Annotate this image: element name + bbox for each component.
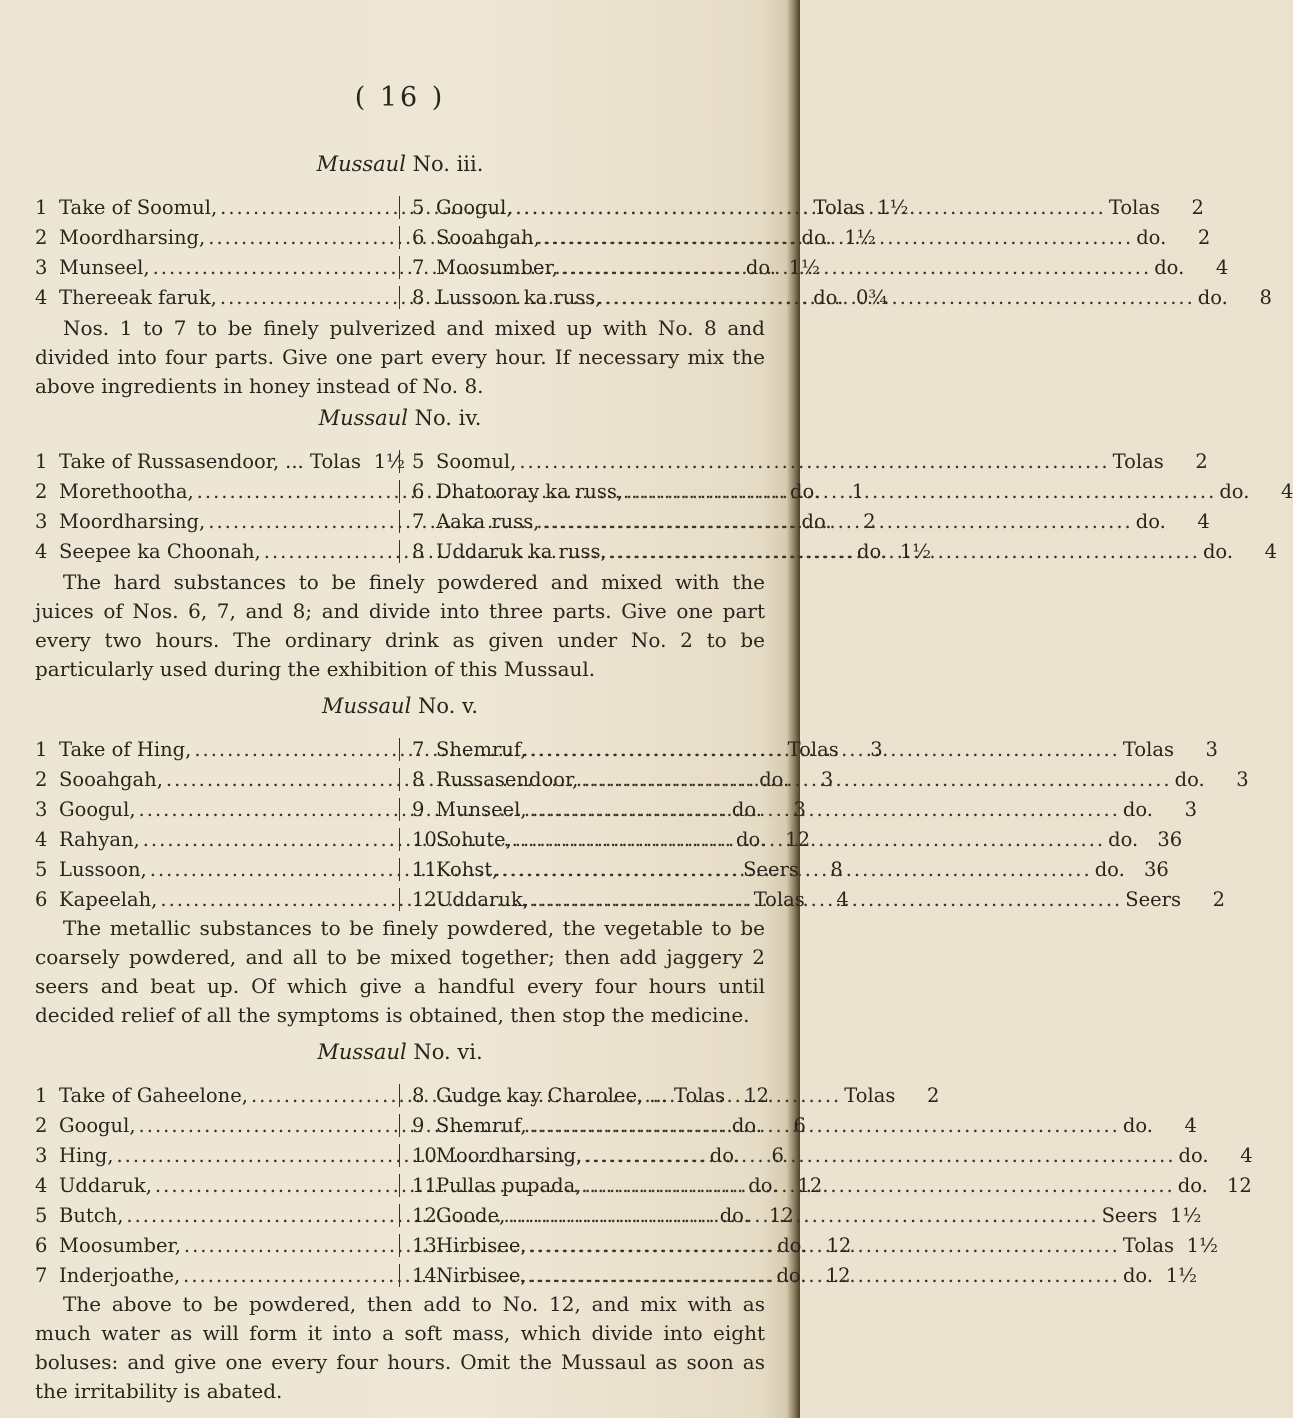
ingredient-quantity: 3 [1184, 797, 1197, 821]
ingredient-name: Pullas pupada, [436, 1173, 582, 1197]
dot-leader [501, 858, 1091, 881]
ingredient-number: 9 [412, 1113, 425, 1137]
dot-leader [626, 480, 1216, 503]
ingredient-unit: do. [776, 1263, 807, 1287]
ingredient-unit: Seers [1125, 887, 1181, 911]
ingredient-quantity: 12 [825, 1263, 851, 1287]
ingredient-number: 4 [35, 539, 48, 563]
heading-word: Mussaul [316, 152, 406, 176]
ingredient-quantity: 1½ [788, 255, 820, 279]
ingredient-quantity: 12 [797, 1173, 823, 1197]
dot-leader [584, 1174, 1174, 1197]
ingredient-name: Moordharsing, [59, 225, 206, 249]
heading-number: No. iv. [414, 406, 482, 430]
ingredient-unit: do. [736, 827, 767, 851]
ingredient-number: 7 [412, 255, 425, 279]
ingredient-unit: do. [719, 1203, 750, 1227]
ingredient-quantity: 1½ [1165, 1263, 1198, 1287]
ingredient-unit: do. [1197, 285, 1228, 309]
dot-leader [530, 738, 1120, 761]
ingredient-name: Goode, [436, 1203, 506, 1227]
ingredient-row [35, 1170, 1252, 1200]
ingredient-number: 4 [35, 827, 48, 851]
ingredient-unit: Tolas [787, 737, 839, 761]
ingredient-row [35, 1200, 1202, 1230]
ingredient-unit: do. [1136, 225, 1167, 249]
ingredient-row [35, 282, 1272, 312]
ingredient-row [35, 1140, 1253, 1170]
ingredient-name: Sohute, [436, 827, 512, 851]
ingredient-number: 11 [412, 857, 437, 881]
ingredient-number: 14 [412, 1263, 437, 1287]
instructions-vi [35, 1290, 765, 1406]
ingredient-unit: do. [1174, 767, 1205, 791]
ingredient-name: Inderjoathe, [59, 1263, 181, 1287]
ingredient-row [35, 252, 1229, 282]
ingredient-unit: Tolas [844, 1083, 896, 1107]
ingredient-quantity: 2 [1191, 195, 1204, 219]
ingredient-name: Take of Hing, [59, 737, 192, 761]
dot-leader [515, 828, 1105, 851]
dot-leader [585, 1144, 1175, 1167]
ingredient-quantity: 4 [836, 887, 849, 911]
ingredient-right [400, 767, 1249, 791]
ingredient-unit: do. [1094, 857, 1125, 881]
ingredient-name: Shemruf, [436, 1113, 527, 1137]
section-heading-vi [0, 1040, 800, 1064]
ingredient-row [35, 734, 1218, 764]
ingredient-unit: do. [709, 1143, 740, 1167]
ingredient-quantity: 3 [1236, 767, 1249, 791]
ingredient-name: Shemruf, [436, 737, 527, 761]
ingredient-number: 2 [35, 225, 48, 249]
ingredient-name: Moosumber, [436, 255, 558, 279]
ingredient-unit: ... Tolas [649, 1083, 726, 1107]
ingredient-quantity: 8 [1259, 285, 1272, 309]
ingredient-number: 1 [35, 1083, 48, 1107]
ingredient-right [400, 1143, 1253, 1167]
ingredient-name: Hirbisee, [436, 1233, 527, 1257]
ingredient-quantity: 1½ [373, 449, 406, 473]
ingredient-number: 6 [35, 887, 48, 911]
instructions-v [35, 914, 765, 1030]
ingredient-number: 11 [412, 1173, 437, 1197]
ingredient-quantity: 3 [793, 797, 806, 821]
ingredient-number: 5 [35, 1203, 48, 1227]
instructions-iv [35, 568, 765, 684]
ingredient-number: 2 [35, 767, 48, 791]
ingredient-name: Uddaruk, [436, 887, 529, 911]
ingredient-number: 12 [412, 1203, 437, 1227]
ingredient-row [35, 536, 1278, 566]
ingredient-name: Sooahgah, [59, 767, 163, 791]
ingredient-unit: do. [1219, 479, 1250, 503]
ingredient-row [35, 222, 1211, 252]
heading-number: No. v. [417, 694, 479, 718]
ingredient-quantity: 2 [1212, 887, 1225, 911]
ingredient-unit: do. [777, 1233, 808, 1257]
ingredient-right [400, 797, 1197, 821]
ingredient-name: Russasendoor, [436, 767, 579, 791]
dot-leader [532, 888, 1122, 911]
ingredient-unit: Seers [1101, 1203, 1158, 1227]
ingredient-unit: do. [1108, 827, 1139, 851]
ingredient-row [35, 824, 1183, 854]
ingredient-row [35, 506, 1210, 536]
ingredient-number: 3 [35, 509, 48, 533]
ingredient-unit: Tolas [1122, 737, 1174, 761]
ingredient-quantity: 1 [851, 479, 865, 503]
ingredient-unit: Tolas [1122, 1233, 1174, 1257]
ingredient-row [35, 794, 1197, 824]
ingredient-quantity: 3 [870, 737, 883, 761]
ingredient-quantity: 6 [771, 1143, 784, 1167]
ingredient-unit: Tolas [813, 195, 865, 219]
dot-leader [508, 1204, 1098, 1227]
ingredient-number: 7 [412, 737, 425, 761]
ingredient-quantity: 4 [1184, 1113, 1197, 1137]
ingredient-table-iv [35, 446, 1293, 566]
ingredient-number: 3 [35, 255, 48, 279]
ingredient-number: 5 [412, 449, 425, 473]
ingredient-name: Googul, [59, 797, 136, 821]
ingredient-name: Take of Gaheelone, [59, 1083, 248, 1107]
ingredient-number: 2 [35, 1113, 48, 1137]
instructions-text: The hard substances to be finely powdered and mixed with the juices of Nos. 6, 7, and 8; and divide into three parts. Give one part every two hours. The ordinary drink as given under No. 2 to be particularly used during the exhibition of this Mussaul. [35, 570, 765, 681]
dot-leader [605, 286, 1195, 309]
ingredient-number: 5 [35, 857, 48, 881]
ingredient-name: Kohst, [436, 857, 499, 881]
ingredient-number: 4 [35, 1173, 48, 1197]
ingredient-unit: do. [801, 225, 832, 249]
ingredient-unit: do. [731, 797, 762, 821]
ingredient-unit: do. [745, 255, 776, 279]
ingredient-table-vi [35, 1080, 1253, 1290]
ingredient-name: Take of Russasendoor, [59, 449, 280, 473]
ingredient-number: 3 [35, 797, 48, 821]
ingredient-number: 8 [412, 285, 425, 309]
ingredient-row [35, 446, 1208, 476]
instructions-iii [35, 314, 765, 401]
dot-leader [530, 1114, 1120, 1137]
ingredient-unit: Tolas [1112, 449, 1164, 473]
ingredient-row [35, 476, 1293, 506]
instructions-text: Nos. 1 to 7 to be finely pulverized and mixed up with No. 8 and divided into four parts. Give one part every hour. If necessary mix the above ingredients in honey instead of No. 8. [35, 316, 765, 398]
ingredient-number: 1 [35, 737, 48, 761]
instructions-text: The above to be powdered, then add to No. 12, and mix with as much water as will form it into a soft mass, which divide into eight boluses: and give one every four hours. Omit the Mussaul as soon as the irritability is abated. [35, 1292, 765, 1403]
ingredient-right [400, 509, 1210, 533]
ingredient-right [400, 1203, 1202, 1227]
ingredient-row [35, 764, 1249, 794]
ingredient-number: 1 [35, 195, 48, 219]
ingredient-number: 6 [412, 225, 425, 249]
ingredient-number: 9 [412, 797, 425, 821]
ingredient-unit: do. [1177, 1173, 1208, 1197]
ingredient-name: Thereeak faruk, [59, 285, 217, 309]
ingredient-number: 2 [35, 479, 48, 503]
ingredient-name: Lussoon, [59, 857, 147, 881]
ingredient-quantity: 3 [820, 767, 834, 791]
page-number: ( 16 ) [354, 82, 446, 113]
ingredient-quantity: 12 [1227, 1173, 1252, 1197]
ingredient-name: Nirbisee, [436, 1263, 527, 1287]
dot-leader [530, 798, 1120, 821]
ingredient-quantity: 2 [1195, 449, 1208, 473]
ingredient-unit: do. [1135, 509, 1166, 533]
ingredient-name: Rahyan, [59, 827, 140, 851]
ingredient-table-iii [35, 192, 1272, 312]
ingredient-unit: do. [1122, 1263, 1154, 1287]
ingredient-unit: Tolas [753, 887, 805, 911]
ingredient-number: 1 [35, 449, 48, 473]
ingredient-left [35, 449, 406, 473]
ingredient-name: Munseel, [59, 255, 150, 279]
ingredient-number: 6 [412, 479, 425, 503]
ingredient-number: 10 [412, 1143, 437, 1167]
ingredient-row [35, 192, 1204, 222]
ingredient-quantity: 4 [1197, 509, 1210, 533]
ingredient-quantity: 36 [1157, 827, 1183, 851]
heading-word: Mussaul [318, 406, 408, 430]
dot-leader [530, 1234, 1120, 1257]
ingredient-name: Moordharsing, [59, 509, 206, 533]
ingredient-name: Kapeelah, [59, 887, 158, 911]
ingredient-quantity: 4 [1240, 1143, 1253, 1167]
ingredient-number: 13 [412, 1233, 437, 1257]
ingredient-table-v [35, 734, 1249, 914]
ingredient-quantity: 12 [768, 1203, 794, 1227]
ingredient-unit: do. [1122, 797, 1153, 821]
ingredient-name: Uddaruk ka russ, [436, 539, 607, 563]
ingredient-unit: ... Tolas [285, 449, 362, 473]
ingredient-quantity: 12 [744, 1083, 770, 1107]
ingredient-name: Googul, [436, 195, 513, 219]
ingredient-name: Aaka russ, [436, 509, 540, 533]
ingredient-quantity: 0¾ [855, 285, 888, 309]
section-heading-v [0, 694, 800, 718]
ingredient-number: 8 [412, 1083, 425, 1107]
ingredient-number: 5 [412, 195, 425, 219]
ingredient-unit: do. [813, 285, 844, 309]
ingredient-quantity: 1½ [877, 195, 909, 219]
ingredient-name: Hing, [59, 1143, 114, 1167]
ingredient-row [35, 1110, 1197, 1140]
ingredient-quantity: 4 [1264, 539, 1278, 563]
ingredient-name: Lussoon ka russ, [436, 285, 602, 309]
ingredient-quantity: 3 [1205, 737, 1218, 761]
ingredient-unit: Tolas [1108, 195, 1160, 219]
ingredient-quantity: 8 [830, 857, 843, 881]
ingredient-right [400, 1173, 1252, 1197]
dot-leader [516, 196, 1106, 219]
ingredient-right [400, 449, 1208, 473]
ingredient-number: 12 [412, 887, 437, 911]
ingredient-quantity: 1½ [899, 539, 932, 563]
ingredient-unit: do. [731, 1113, 762, 1137]
ingredient-name: Moordharsing, [436, 1143, 583, 1167]
ingredient-name: Soomul, [436, 449, 517, 473]
dot-leader [530, 1264, 1120, 1287]
ingredient-right [400, 737, 1218, 761]
ingredient-unit: do. [1178, 1143, 1209, 1167]
ingredient-number: 10 [412, 827, 437, 851]
ingredient-name: Take of Soomul, [59, 195, 218, 219]
ingredient-quantity: 36 [1143, 857, 1169, 881]
heading-number: No. iii. [412, 152, 484, 176]
ingredient-quantity: 4 [1281, 479, 1293, 503]
ingredient-right [400, 479, 1293, 503]
section-heading-iii [0, 152, 800, 176]
ingredient-row [35, 1230, 1218, 1260]
ingredient-quantity: 1½ [1186, 1233, 1218, 1257]
ingredient-right [400, 1263, 1198, 1287]
ingredient-quantity: 2 [926, 1083, 940, 1107]
ingredient-name: Dhatooray ka russ, [436, 479, 624, 503]
ingredient-unit: do. [759, 767, 790, 791]
instructions-text: The metallic substances to be finely powdered, the vegetable to be coarsely powdered, and all to be mixed together; then add jaggery 2 seers and beat up. Of which give a handful every four hours until decided relief of all the symptoms is obtained, then stop the medicine. [35, 916, 765, 1027]
section-heading-iv [0, 406, 800, 430]
ingredient-number: 3 [35, 1143, 48, 1167]
ingredient-row [35, 884, 1225, 914]
ingredient-quantity: 6 [793, 1113, 806, 1137]
ingredient-name: Morethootha, [59, 479, 194, 503]
ingredient-quantity: 1½ [1170, 1203, 1202, 1227]
ingredient-quantity: 2 [863, 509, 876, 533]
ingredient-unit: do. [1202, 539, 1234, 563]
ingredient-unit: do. [857, 539, 888, 563]
ingredient-name: Seepee ka Choonah, [59, 539, 261, 563]
ingredient-number: 7 [412, 509, 425, 533]
ingredient-name: Googul, [59, 1113, 136, 1137]
ingredient-quantity: 1½ [844, 225, 876, 249]
heading-word: Mussaul [321, 694, 412, 718]
ingredient-right [400, 1083, 770, 1107]
ingredient-unit: do. [1122, 1113, 1153, 1137]
ingredient-number: 4 [35, 285, 48, 309]
ingredient-row [35, 854, 1169, 884]
ingredient-row [35, 1260, 1198, 1290]
ingredient-row [35, 1080, 940, 1110]
ingredient-unit: do. [801, 509, 832, 533]
dot-leader [542, 510, 1132, 533]
ingredient-quantity: 4 [1215, 255, 1229, 279]
ingredient-unit: do. [1154, 255, 1185, 279]
ingredient-unit: do. [789, 479, 821, 503]
ingredient-name: Gudge kay Charolee, [436, 1083, 644, 1107]
dot-leader [543, 226, 1133, 249]
ingredient-number: 8 [412, 539, 425, 563]
dot-leader [610, 540, 1200, 563]
ingredient-name: Uddaruk, [59, 1173, 152, 1197]
ingredient-name: Butch, [59, 1203, 124, 1227]
heading-number: No. vi. [413, 1040, 483, 1064]
ingredient-name: Munseel, [436, 797, 527, 821]
ingredient-number: 8 [412, 767, 425, 791]
ingredient-quantity: 2 [1197, 225, 1211, 249]
dot-leader [519, 450, 1109, 473]
ingredient-quantity: 12 [785, 827, 811, 851]
ingredient-unit: do. [748, 1173, 779, 1197]
ingredient-right [400, 1113, 1197, 1137]
ingredient-quantity: 12 [826, 1233, 852, 1257]
ingredient-name: Moosumber, [59, 1233, 181, 1257]
dot-leader [581, 768, 1171, 791]
ingredient-number: 6 [35, 1233, 48, 1257]
heading-word: Mussaul [317, 1040, 407, 1064]
dot-leader [561, 256, 1151, 279]
ingredient-number: 7 [35, 1263, 48, 1287]
ingredient-unit: Seers [743, 857, 799, 881]
ingredient-name: Sooahgah, [436, 225, 540, 249]
